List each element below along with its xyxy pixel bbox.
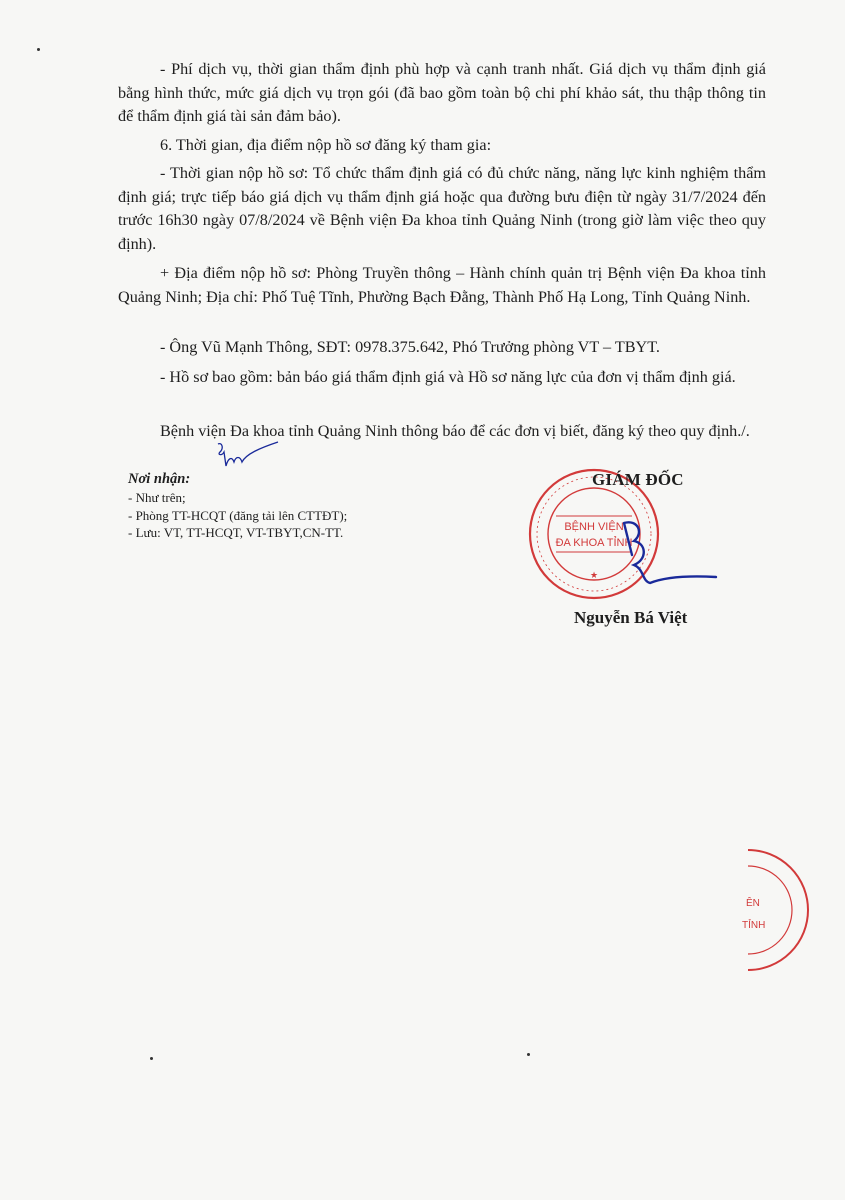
recipient-item: - Lưu: VT, TT-HCQT, VT-TBYT,CN-TT. (128, 525, 344, 540)
paragraph-dossier-contents: - Hồ sơ bao gồm: bản báo giá thẩm định giá và Hồ sơ năng lực của đơn vị thẩm định giá. (160, 368, 736, 386)
stamp-text-line2: ĐA KHOA TỈNH (555, 537, 633, 549)
signer-name: Nguyễn Bá Việt (574, 608, 688, 627)
initial-mark-icon (212, 440, 282, 470)
paragraph-contact-person: - Ông Vũ Mạnh Thông, SĐT: 0978.375.642, Phó Trưởng phòng VT – TBYT. (160, 338, 660, 356)
recipient-item: - Như trên; (128, 490, 186, 505)
recipients-title: Nơi nhận: (128, 471, 191, 487)
svg-text:ÊN: ÊN (746, 898, 760, 909)
scan-speck (527, 1053, 530, 1056)
paragraph-service-fee: - Phí dịch vụ, thời gian thẩm định phù hợp và cạnh tranh nhất. Giá dịch vụ thẩm định giá bằng hình thức, mức giá dịch vụ trọn gói (đã bao gồm toàn bộ chi phí khảo sát, thu thập thông tin để thẩm định giá tài sản đảm bảo). (118, 60, 766, 125)
svg-text:★: ★ (589, 570, 599, 580)
scan-speck (150, 1057, 153, 1060)
scan-speck (37, 48, 40, 51)
svg-text:TỈNH: TỈNH (742, 920, 766, 931)
signer-title: GIÁM ĐỐC (592, 470, 684, 489)
partial-stamp-seal (728, 844, 818, 976)
paragraph-closing-notice: Bệnh viện Đa khoa tỉnh Quảng Ninh thông báo để các đơn vị biết, đăng ký theo quy định./. (160, 422, 750, 440)
paragraph-section-6-heading: 6. Thời gian, địa điểm nộp hồ sơ đăng ký tham gia: (160, 136, 492, 154)
handwritten-signature-icon (620, 515, 720, 600)
paragraph-submission-location: + Địa điểm nộp hồ sơ: Phòng Truyền thông – Hành chính quản trị Bệnh viện Đa khoa tỉnh Quảng Ninh; Địa chỉ: Phố Tuệ Tĩnh, Phường Bạch Đằng, Thành Phố Hạ Long, Tỉnh Quảng Ninh. (118, 264, 766, 306)
paragraph-submission-time: - Thời gian nộp hồ sơ: Tổ chức thẩm định giá có đủ chức năng, năng lực kinh nghiệm thẩm định giá; trực tiếp báo giá dịch vụ thẩm định giá hoặc qua đường bưu điện từ ngày 31/7/2024 đến trước 16h30 ngày 07/8/2024 về Bệnh viện Đa khoa tỉnh Quảng Ninh (trong giờ làm việc theo quy định). (118, 164, 766, 253)
recipient-item: - Phòng TT-HCQT (đăng tải lên CTTĐT); (128, 507, 348, 523)
stamp-text-line1: BỆNH VIỆN (564, 521, 624, 533)
recipients-block (128, 469, 448, 542)
